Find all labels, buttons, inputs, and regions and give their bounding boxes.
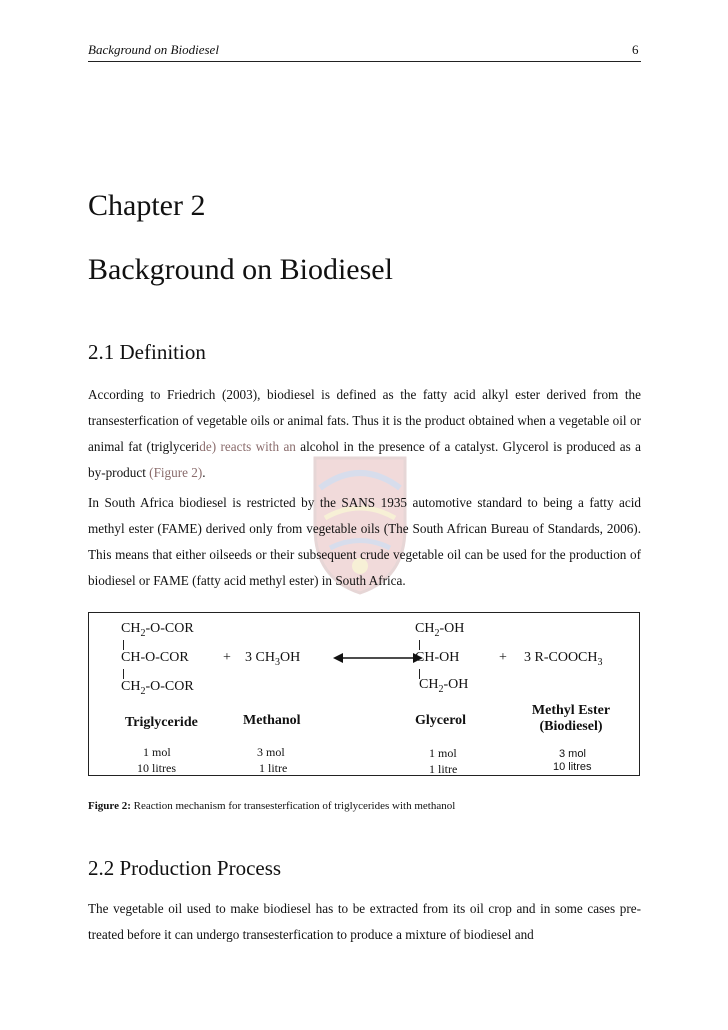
methanol-name: Methanol — [243, 713, 301, 728]
page-number: 6 — [632, 42, 639, 57]
bond-line — [123, 640, 124, 650]
equilibrium-arrow-icon — [333, 651, 423, 665]
triglyceride-volume: 10 litres — [137, 761, 176, 775]
header-rule — [88, 61, 641, 62]
chapter-title: Background on Biodiesel — [88, 253, 393, 286]
section-heading-production-process: 2.2 Production Process — [88, 856, 282, 880]
production-paragraph-1: The vegetable oil used to make biodiesel has to be extracted from its oil crop and in some cases pre-treated before it can undergo transesterfication to produce a mixture of biodiesel and — [88, 901, 641, 942]
bond-line — [123, 669, 124, 679]
bond-line — [419, 640, 420, 650]
reaction-figure — [88, 612, 640, 776]
glycerol-name: Glycerol — [415, 713, 467, 728]
methanol-mol: 3 mol — [257, 745, 285, 759]
methanol-volume: 1 litre — [259, 761, 288, 775]
triglyceride-name: Triglyceride — [125, 715, 198, 730]
plus-sign-1: + — [223, 650, 231, 665]
plus-sign-2: + — [499, 650, 507, 665]
methyl-ester-volume: 10 litres — [553, 761, 592, 773]
glycerol-volume: 1 litre — [429, 762, 458, 776]
methyl-ester-formula: 3 $R-COOCH_3$ — [524, 650, 603, 668]
chapter-label: Chapter 2 — [88, 189, 206, 222]
glycerol-row-2: CH-OH — [415, 650, 460, 665]
definition-paragraph-2: In South Africa biodiesel is restricted by the SANS 1935 automotive standard to being a fatty acid methyl ester (FAME) derived only from vegetable oils (The South African Bureau of Standards, 2006). This means that either oilseeds or their subsequent crude vegetable oil can be used for the production of biodiesel or FAME (fatty acid methyl ester) in South Africa. — [88, 495, 641, 588]
running-header-title: Background on Biodiesel — [88, 42, 219, 57]
triglyceride-row-3: $CH_2-O$-COR — [121, 679, 194, 697]
triglyceride-row-1: $CH_2-O$-COR — [121, 621, 194, 639]
methyl-ester-mol: 3 mol — [559, 748, 586, 760]
glycerol-row-3: $CH_2-OH$ — [419, 677, 469, 695]
figure-caption: Figure 2: Reaction mechanism for transesterfication of triglycerides with methanol — [88, 800, 456, 812]
methanol-formula: 3 $CH_3OH$ — [245, 650, 301, 668]
triglyceride-row-2: CH-O-COR — [121, 650, 189, 665]
glycerol-row-1: $CH_2-OH$ — [415, 621, 465, 639]
glycerol-mol: 1 mol — [429, 746, 457, 760]
methyl-ester-name: Methyl Ester (Biodiesel) — [531, 703, 611, 734]
triglyceride-mol: 1 mol — [143, 745, 171, 759]
section-heading-definition: 2.1 Definition — [88, 340, 206, 364]
definition-paragraph-1: According to Friedrich (2003), biodiesel is defined as the fatty acid alkyl ester derived from the transesterfication of vegetable oils or animal fats. Thus it is the product obtained when a vegetable oil or animal fat (triglyceride) reacts with an alcohol in the presence of a catalyst. Glycerol is produced as a by-product (Figure 2). — [88, 387, 641, 480]
